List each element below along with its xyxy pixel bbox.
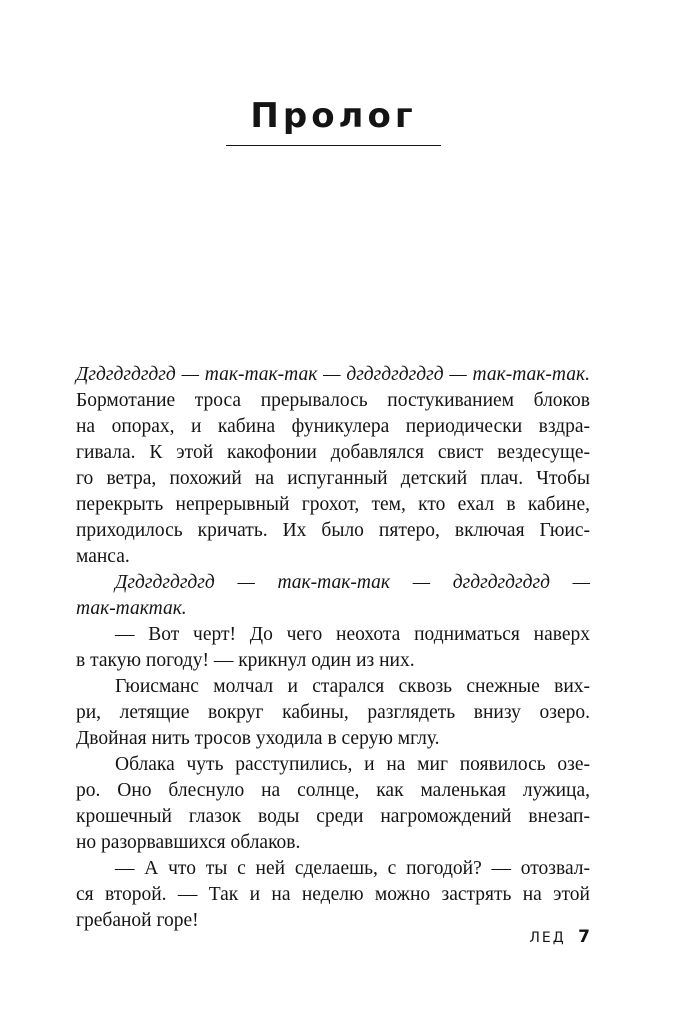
text-line: крошечный глазок воды среди нагромождений внезап-	[76, 806, 590, 827]
text-line: Двойная нить тросов уходила в серую мглу.	[76, 728, 440, 749]
paragraph-2	[76, 570, 590, 622]
paragraph-1	[76, 362, 590, 570]
text-line: го ветра, похожий на испуганный детский плач. Чтобы	[76, 468, 590, 489]
text-line: но разорвавшихся облаков.	[76, 832, 301, 853]
text-line: гребаной горе!	[76, 910, 199, 931]
title-underline	[226, 145, 441, 146]
text-line: Бормотание троса прерывалось постукиванием блоков	[76, 390, 590, 411]
text-line: на опорах, и кабина фуникулера периодически вздра-	[76, 416, 590, 437]
text-line: так-тактак.	[76, 598, 187, 619]
text-line: Облака чуть расступились, и на миг появилось озе-	[115, 754, 590, 775]
text-line: манса.	[76, 546, 130, 567]
text-line: в такую погоду! — крикнул один из них.	[76, 650, 415, 671]
paragraph-3	[76, 622, 590, 674]
paragraph-6	[76, 856, 590, 934]
text-line: Дгдгдгдгдгд — так-так-так — дгдгдгдгдгд —	[115, 572, 590, 593]
text-line: приходилось кричать. Их было пятеро, включая Гюис-	[76, 520, 590, 541]
text-line: Дгдгдгдгдгд — так-так-так — дгдгдгдгдгд — так-так-так.	[76, 364, 590, 385]
text-line: — А что ты с ней сделаешь, с погодой? — отозвал-	[115, 858, 590, 879]
text-line: Гюисманс молчал и старался сквозь снежные вих-	[115, 676, 590, 697]
chapter-title: Пролог	[250, 96, 417, 136]
page-number: 7	[578, 927, 590, 947]
page-footer	[529, 926, 590, 949]
text-line: гивала. К этой какофонии добавлялся свист вездесуще-	[76, 442, 590, 463]
text-line: ся второй. — Так и на неделю можно застрять на этой	[76, 884, 590, 905]
body-text	[76, 362, 590, 934]
text-line: ро. Оно блеснуло на солнце, как маленькая лужица,	[76, 780, 590, 801]
paragraph-4	[76, 674, 590, 752]
text-line: — Вот черт! До чего неохота подниматься наверх	[115, 624, 590, 645]
text-line: перекрыть непрерывный грохот, тем, кто ехал в кабине,	[76, 494, 590, 515]
running-head: ЛЕД	[529, 930, 566, 946]
paragraph-5	[76, 752, 590, 856]
text-line: ри, летящие вокруг кабины, разглядеть внизу озеро.	[76, 702, 590, 723]
